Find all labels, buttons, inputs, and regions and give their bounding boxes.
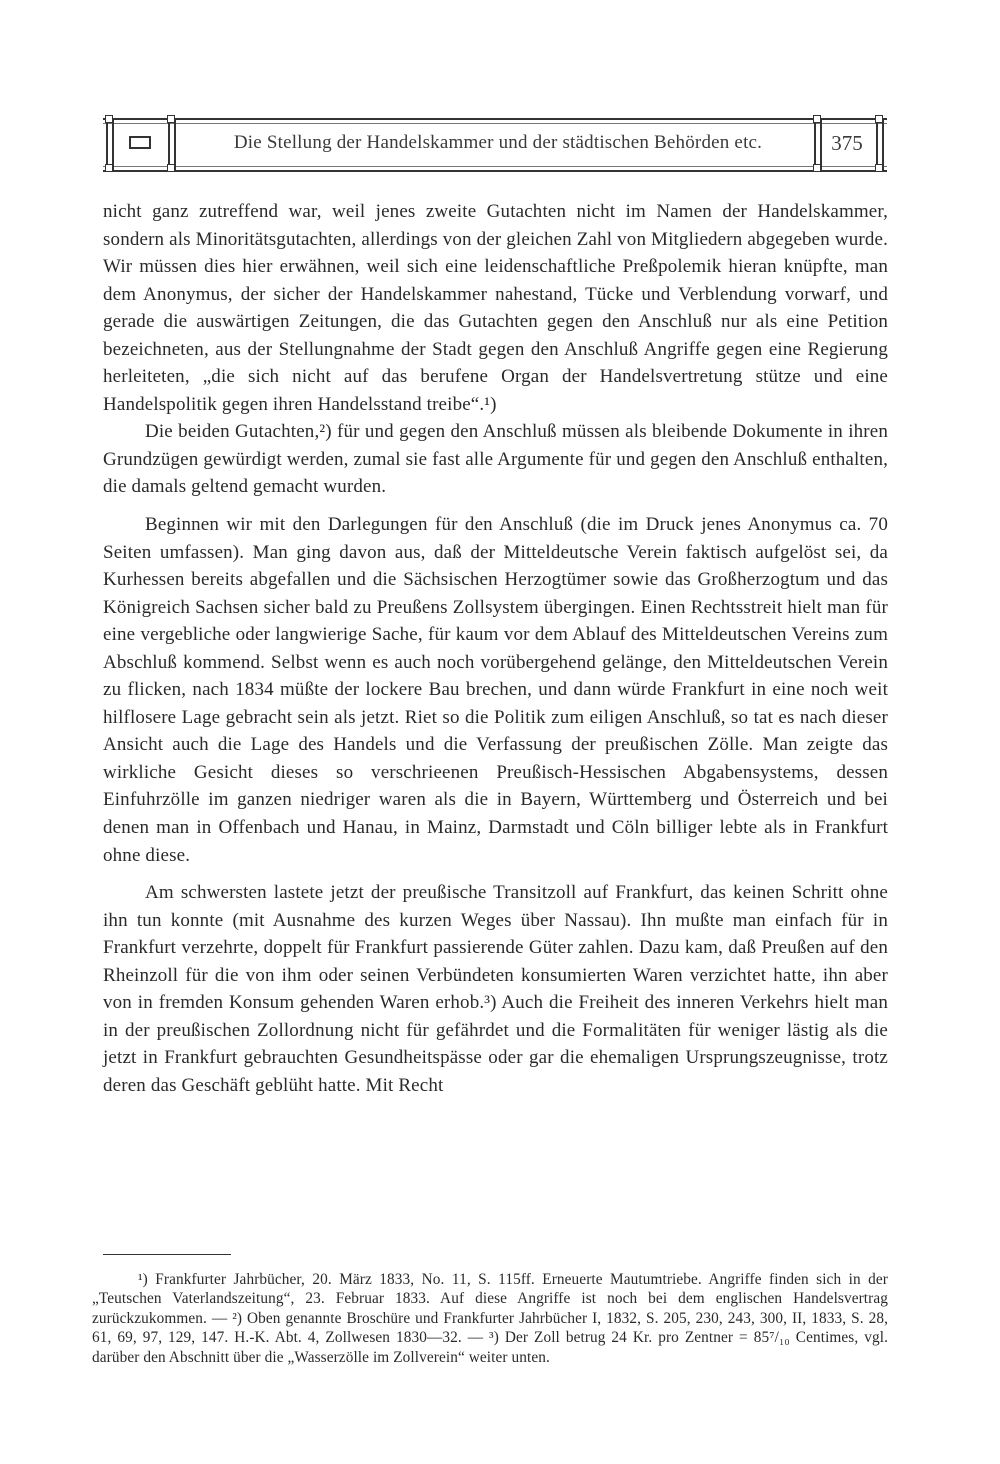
page-number: 375: [831, 131, 863, 155]
paragraph: Am schwersten lastete jetzt der preußische Transitzoll auf Frankfurt, das keinen Schritt ohne ihn tun konnte (mit Ausnahme des kurzen Weges über Nassau). Ihn mußte man einfach für in Frankfurt verzehrte, doppelt für Frankfurt passierende Güter zahlen. Dazu kam, daß Preußen auf den Rheinzoll für die von ihm oder seinen Verbündeten konsumierten Waren verzichtet hatte, ihn aber von in fremden Konsum gehenden Waren erhob.³) Auch die Freiheit des inneren Verkehrs hielt man in der preußischen Zollordnung nicht für gefährdet und die Formalitäten für weniger lästig als die jetzt in Frankfurt gebrauchten Gesundheitspässe oder gar die ehemaligen Ursprungszeugnisse, trotz deren das Geschäft geblüht hatte. Mit Recht: [103, 882, 888, 1096]
header-node: [813, 164, 821, 172]
header-rule-top: [103, 118, 887, 120]
running-title: Die Stellung der Handelskammer und der städtischen Behörden etc.: [233, 132, 763, 153]
paragraph: Beginnen wir mit den Darlegungen für den Anschluß (die im Druck jenes Anonymus ca. 70 Seiten umfassen). Man ging davon aus, daß der Mitteldeutsche Verein faktisch aufgelöst sei, da Kurhessen bereits abgefallen und die Sächsischen Herzogtümer sowie das Großherzogtum und das Königreich Sachsen sicher bald zu Preußens Zollsystem übergingen. Einen Rechtsstreit hielt man für eine vergebliche oder langwierige Sache, für kaum vor dem Ablauf des Mitteldeutschen Vereins zum Abschluß kommend. Selbst wenn es auch noch vorübergehend gelänge, den Mitteldeutschen Verein zu flicken, nach 1834 müßte der lockere Bau brechen, und dann würde Frankfurt in eine noch weit hilflosere Lage gebracht sein als jetzt. Riet so die Politik zum eiligen Anschluß, so tat es nach dieser Ansicht auch die Lage des Handels und die Verfassung der preußischen Zölle. Man zeigte das wirkliche Gesicht dieses so verschrieenen Preußisch-Hessischen Abgabensystems, dessen Einfuhrzölle im ganzen niedriger waren als die in Bayern, Württemberg und Österreich und bei denen man in Offenbach und Hanau, in Mainz, Darmstadt und Cöln billiger lebte als in Frankfurt ohne diese.: [103, 514, 888, 866]
footnotes: [92, 1270, 888, 1367]
header-node: [167, 115, 175, 123]
paragraph: Die beiden Gutachten,²) für und gegen den Anschluß müssen als bleibende Dokumente in ihren Grundzügen gewürdigt werden, zumal sie fast alle Argumente für und gegen den Anschluß enthalten, die damals geltend gemacht wurden.: [103, 421, 888, 498]
header-rule-bottom-inner: [103, 166, 887, 167]
header-node: [167, 164, 175, 172]
body-text: [103, 198, 888, 1100]
paragraph: nicht ganz zutreffend war, weil jenes zweite Gutachten nicht im Namen der Handelskammer, sondern als Minoritätsgutachten, allerdings von der gleichen Zahl von Mitgliedern abgegeben wurde. Wir müssen dies hier erwähnen, weil sich eine leidenschaftliche Preßpolemik hieran knüpfte, man dem Anonymus, der sicher der Handelskammer nahestand, Tücke und Verblendung vorwarf, und gerade die auswärtigen Zeitungen, die das Gutachten gegen den Anschluß nur als eine Petition bezeichneten, aus der Stellungnahme der Stadt gegen den Anschluß Angriffe gegen eine Regierung herleiteten, „die sich nicht auf das berufene Organ der Handelsvertretung stütze und eine Handelspolitik gegen ihren Handelsstand treibe“.¹): [103, 201, 888, 415]
footnote-text: ¹) Frankfurter Jahrbücher, 20. März 1833, No. 11, S. 115ff. Erneuerte Mautumtriebe. Angriffe finden sich in der „Teutschen Vaterlandszeitung“, 23. Februar 1833. Auf diese Angriffe ist noch bei dem englischen Handelsvertrag zurückzukommen. — ²) Oben genannte Broschüre und Frankfurter Jahrbücher I, 1832, S. 205, 230, 243, 300, II, 1833, S. 28, 61, 69, 97, 129, 147. H.-K. Abt. 4, Zollwesen 1830—32. — ³) Der Zoll betrug 24 Kr. pro Zentner = 85⁷/₁₀ Centimes, vgl. darüber den Abschnitt über die „Wasserzölle im Zollverein“ weiter unten.: [92, 1271, 888, 1366]
header-node: [875, 164, 883, 172]
header-node: [105, 115, 113, 123]
footnote-separator: [103, 1254, 231, 1255]
header-rule-bottom: [103, 170, 887, 172]
header-node: [813, 115, 821, 123]
header-rule-top-inner: [103, 123, 887, 124]
running-header: [103, 114, 887, 176]
header-node: [105, 164, 113, 172]
header-node: [875, 115, 883, 123]
header-ornament-icon: [129, 136, 151, 149]
